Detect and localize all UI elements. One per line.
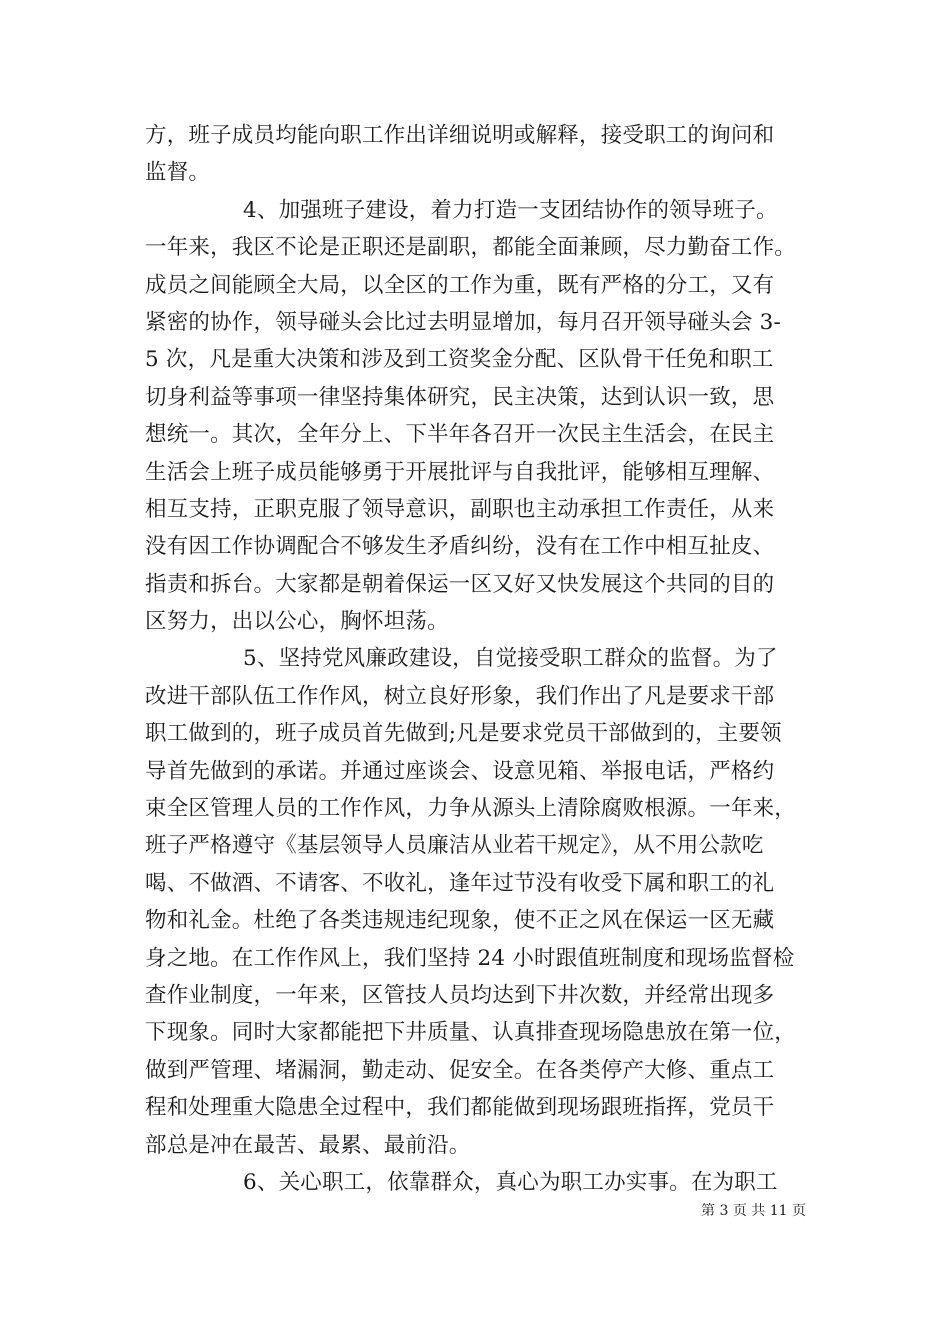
text-line: 喝、不做酒、不请客、不收礼，逢年过节没有收受下属和职工的礼 (145, 870, 775, 896)
text-line: 方，班子成员均能向职工作出详细说明或解释，接受职工的询问和 (145, 123, 775, 148)
text-line: 相互支持，正职克服了领导意识，副职也主动承担工作责任，从来 (145, 496, 775, 522)
text-line: 程和处理重大隐患全过程中，我们都能做到现场跟班指挥，党员干 (145, 1095, 775, 1121)
text-line: 做到严管理、堵漏洞，勤走动、促安全。在各类停产大修、重点工 (145, 1057, 775, 1083)
paragraph-start-line: 5、坚持党风廉政建设，自觉接受职工群众的监督。为了 (243, 646, 778, 672)
text-line: 职工做到的，班子成员首先做到;凡是要求党员干部做到的，主要领 (145, 721, 782, 747)
text-line: 导首先做到的承诺。并通过座谈会、设意见箱、举报电话，严格约 (145, 758, 775, 784)
text-line: 束全区管理人员的工作作风，力争从源头上清除腐败根源。一年来， (145, 796, 797, 822)
text-line: 身之地。在工作作风上，我们坚持 24 小时跟值班制度和现场监督检 (145, 945, 795, 971)
body-text (145, 117, 815, 1201)
text-line: 生活会上班子成员能够勇于开展批评与自我批评，能够相互理解、 (145, 459, 775, 485)
text-line: 一年来，我区不论是正职还是副职，都能全面兼顾，尽力勤奋工作。 (145, 235, 797, 261)
text-line: 没有因工作协调配合不够发生矛盾纠纷，没有在工作中相互扯皮、 (145, 534, 775, 560)
text-line: 紧密的协作，领导碰头会比过去明显增加，每月召开领导碰头会 3- (145, 309, 781, 335)
text-line: 查作业制度，一年来，区管技人员均达到下井次数，并经常出现多 (145, 982, 775, 1008)
text-line: 5 次，凡是重大决策和涉及到工资奖金分配、区队骨干任免和职工 (145, 347, 774, 373)
paragraph-start-line: 6、关心职工，依靠群众，真心为职工办实事。在为职工 (243, 1169, 778, 1195)
text-line: 改进干部队伍工作作风，树立良好形象，我们作出了凡是要求干部 (145, 683, 775, 709)
text-line: 成员之间能顾全大局，以全区的工作为重，既有严格的分工，又有 (145, 272, 775, 298)
text-line: 切身利益等事项一律坚持集体研究，民主决策，达到认识一致，思 (145, 384, 775, 410)
text-line: 物和礼金。杜绝了各类违规违纪现象，使不正之风在保运一区无藏 (145, 908, 775, 934)
text-line: 指责和拆台。大家都是朝着保运一区又好又快发展这个共同的目的 (145, 571, 775, 597)
text-line: 监督。 (145, 160, 211, 186)
text-line: 下现象。同时大家都能把下井质量、认真排查现场隐患放在第一位， (145, 1020, 797, 1046)
text-line: 想统一。其次，全年分上、下半年各召开一次民主生活会，在民主 (145, 422, 775, 448)
text-line: 班子严格遵守《基层领导人员廉洁从业若干规定》，从不用公款吃 (145, 833, 764, 859)
paragraph-start-line: 4、加强班子建设，着力打造一支团结协作的领导班子。 (243, 197, 778, 223)
page-number: 第 3 页 共 11 页 (701, 1203, 806, 1219)
text-line: 部总是冲在最苦、最累、最前沿。 (145, 1132, 471, 1158)
text-line: 区努力，出以公心，胸怀坦荡。 (145, 609, 449, 635)
